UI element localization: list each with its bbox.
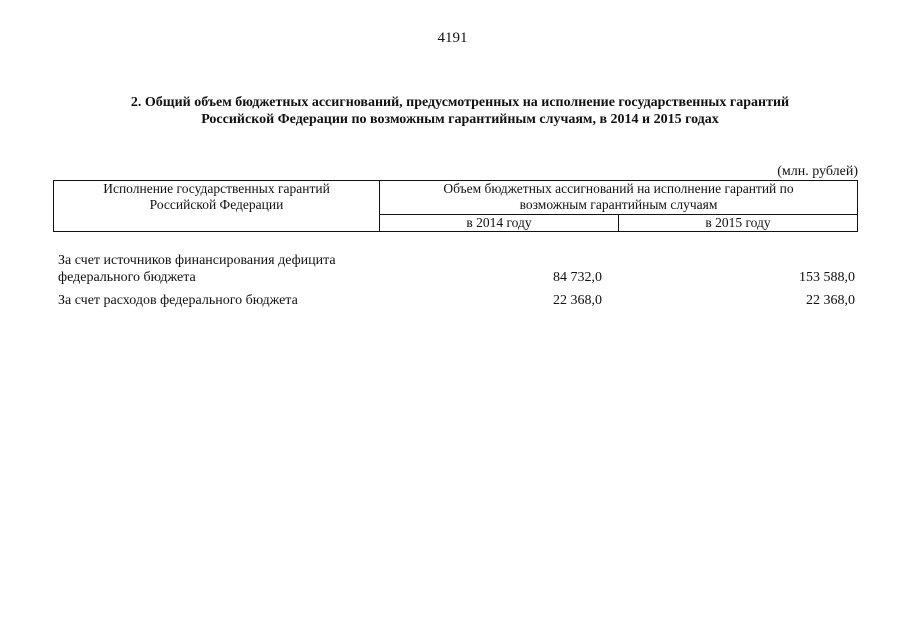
header-volume-line-1: Объем бюджетных ассигнований на исполнение гарантий по xyxy=(443,181,794,196)
table-header xyxy=(53,180,858,232)
title-line-2: Российской Федерации по возможным гарантийным случаям, в 2014 и 2015 годах xyxy=(201,112,719,127)
header-execution-cell xyxy=(54,181,380,232)
row-label-line-2: федерального бюджета xyxy=(58,270,196,285)
row-label-line-1: За счет источников финансирования дефицита xyxy=(58,253,336,268)
value-2014: 84 732,0 xyxy=(553,270,602,285)
header-year-2015: в 2015 году xyxy=(619,215,858,232)
value-2015: 153 588,0 xyxy=(799,270,855,285)
header-volume-line-2: возможным гарантийным случаям xyxy=(519,197,718,212)
value-2015: 22 368,0 xyxy=(806,293,855,308)
title-line-1: 2. Общий объем бюджетных ассигнований, предусмотренных на исполнение государственных гарантий xyxy=(130,95,790,110)
document-title xyxy=(60,94,860,128)
row-label-line-1: За счет расходов федерального бюджета xyxy=(58,293,298,308)
header-year-2014: в 2014 году xyxy=(380,215,619,232)
row-label xyxy=(58,292,368,309)
table-row xyxy=(58,252,858,286)
row-label xyxy=(58,252,368,286)
units-label: (млн. рублей) xyxy=(777,164,858,179)
value-2014: 22 368,0 xyxy=(553,293,602,308)
header-execution-line-1: Исполнение государственных гарантий xyxy=(103,181,330,196)
page-number: 4191 xyxy=(437,30,468,46)
table-row xyxy=(58,292,858,309)
table-body xyxy=(58,252,858,309)
header-volume-cell xyxy=(380,181,858,215)
header-execution-line-2: Российской Федерации xyxy=(149,197,284,212)
